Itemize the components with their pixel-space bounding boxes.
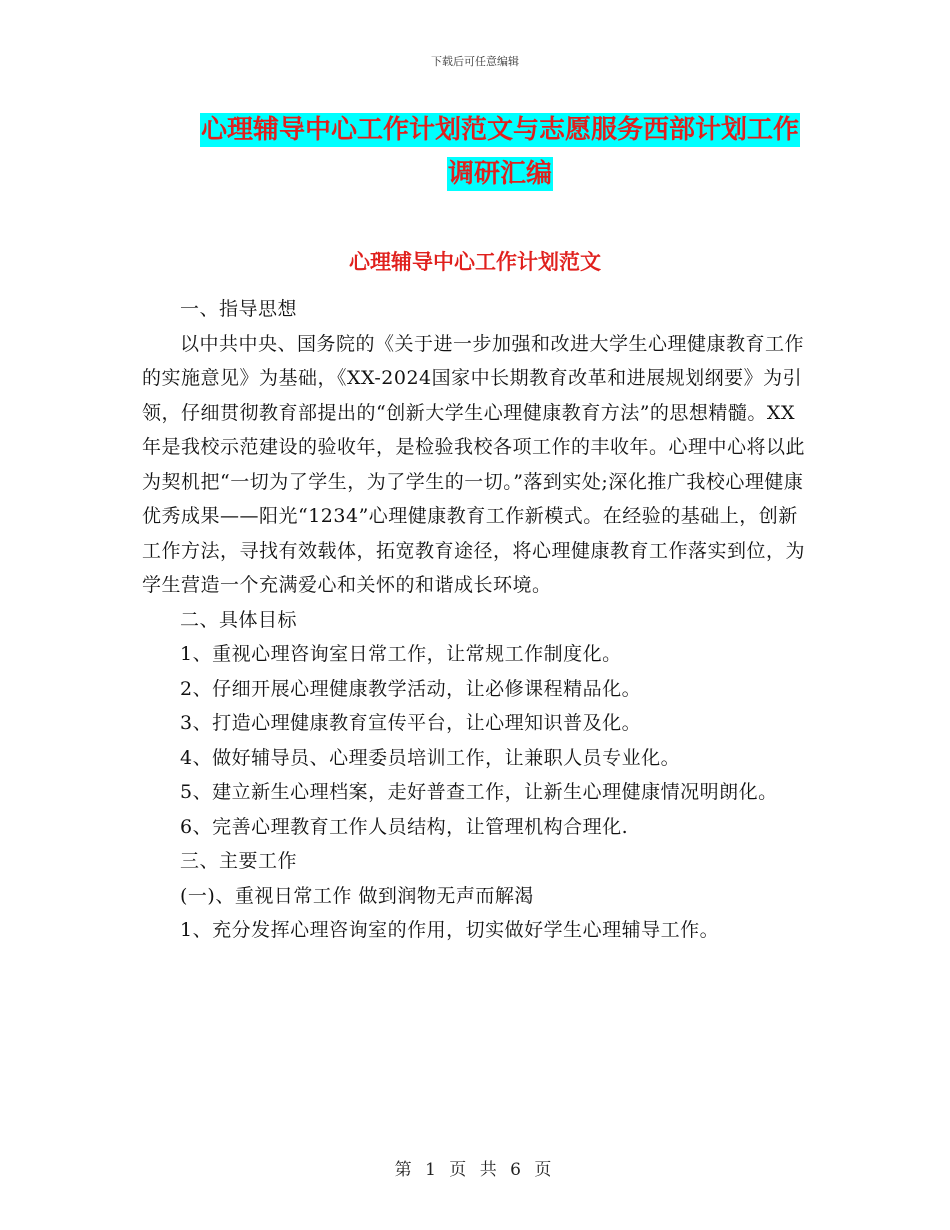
goal-item-4: 4、做好辅导员、心理委员培训工作，让兼职人员专业化。 — [180, 746, 681, 769]
subheading-daily-work: (一)、重视日常工作 做到润物无声而解渴 — [180, 884, 534, 907]
document-title-line-2 — [140, 151, 860, 197]
heading-specific-goals: 二、具体目标 — [180, 608, 298, 631]
heading-guiding-thought: 一、指导思想 — [180, 298, 298, 320]
document-title-text-1: 心理辅导中心工作计划范文与志愿服务西部计划工作 — [200, 115, 799, 145]
goal-item-3: 3、打造心理健康教育宣传平台，让心理知识普及化。 — [180, 712, 642, 734]
page-number: 第 1 页 共 6 页 — [394, 1160, 556, 1180]
goal-item-6: 6、完善心理教育工作人员结构，让管理机构合理化. — [180, 815, 629, 838]
header-note: 下载后可任意编辑 — [431, 55, 519, 68]
goal-item-2: 2、仔细开展心理健康教学活动，让必修课程精品化。 — [180, 677, 642, 700]
heading-main-work: 三、主要工作 — [180, 850, 298, 872]
document-title-text-2: 调研汇编 — [447, 159, 552, 189]
goal-item-1: 1、重视心理咨询室日常工作，让常规工作制度化。 — [180, 643, 622, 665]
document-title-line-1 — [140, 107, 860, 153]
goal-item-5: 5、建立新生心理档案，走好普查工作，让新生心理健康情况明朗化。 — [180, 781, 778, 803]
document-body — [142, 292, 810, 948]
section-title: 心理辅导中心工作计划范文 — [349, 250, 601, 274]
paragraph-guiding-thought: 以中共中央、国务院的《关于进一步加强和改进大学生心理健康教育工作的实施意见》为基础，《XX-2024国家中长期教育改革和进展规划纲要》为引领，仔细贯彻教育部提出的“创新大学生心理健康教育方法”的思想精髓。XX年是我校示范建设的验收年，是检验我校各项工作的丰收年。心理中心将以此为契机把“一切为了学生，为了学生的一切。”落到实处;深化推广我校心理健康优秀成果——阳光“1234”心理健康教育工作新模式。在经验的基础上，创新工作方法，寻找有效载体，拓宽教育途径，将心理健康教育工作落实到位，为学生营造一个充满爱心和关怀的和谐成长环境。 — [142, 332, 806, 596]
work-item-1: 1、充分发挥心理咨询室的作用，切实做好学生心理辅导工作。 — [180, 919, 720, 941]
